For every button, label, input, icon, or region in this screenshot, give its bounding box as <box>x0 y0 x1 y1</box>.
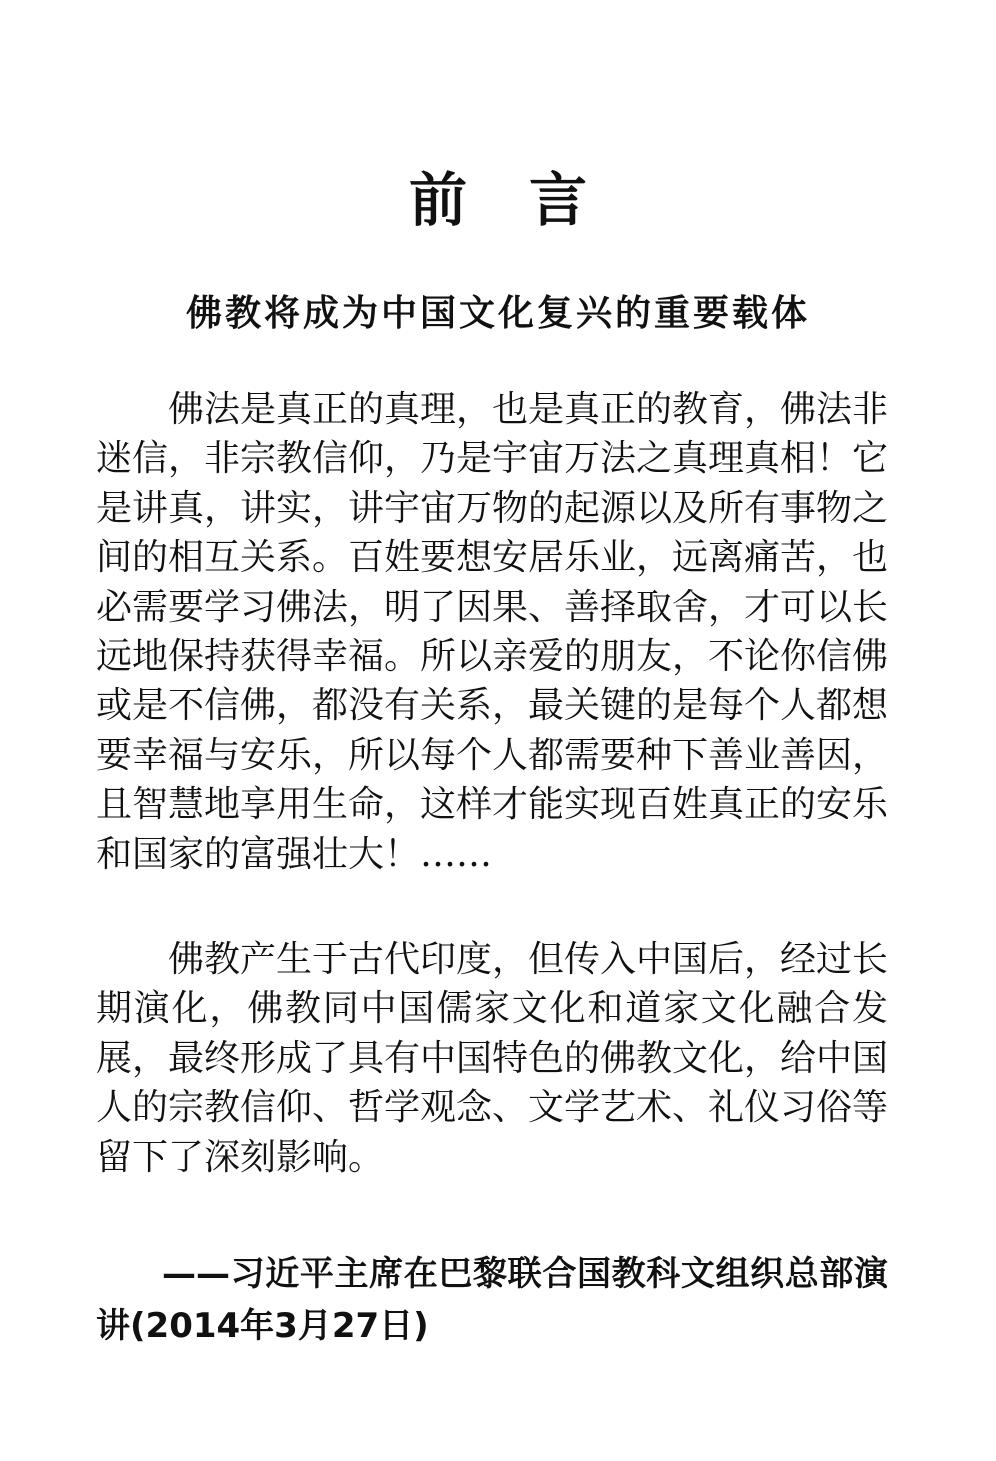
body-paragraph: 佛法是真正的真理，也是真正的教育，佛法非迷信，非宗教信仰，乃是宇宙万法之真理真相！它是讲真，讲实，讲宇宙万物的起源以及所有事物之间的相互关系。百姓要想安居乐业，远离痛苦，也必需要学习佛法，明了因果、善择取舍，才可以长远地保持获得幸福。所以亲爱的朋友，不论你信佛或是不信佛，都没有关系，最关键的是每个人都想要幸福与安乐，所以每个人都需要种下善业善因，且智慧地享用生命，这样才能实现百姓真正的安乐和国家的富强壮大！…… <box>96 389 889 875</box>
section-subtitle: 佛教将成为中国文化复兴的重要载体 <box>185 293 810 334</box>
quote-attribution: ——习近平主席在巴黎联合国教科文组织总部演讲(2014年3月27日) <box>96 1254 888 1346</box>
page-title: 前言 <box>408 166 649 234</box>
body-paragraph: 佛教产生于古代印度，但传入中国后，经过长期演化，佛教同中国儒家文化和道家文化融合发展，最终形成了具有中国特色的佛教文化，给中国人的宗教信仰、哲学观念、文学艺术、礼仪习俗等留下了深刻影响。 <box>96 939 889 1178</box>
